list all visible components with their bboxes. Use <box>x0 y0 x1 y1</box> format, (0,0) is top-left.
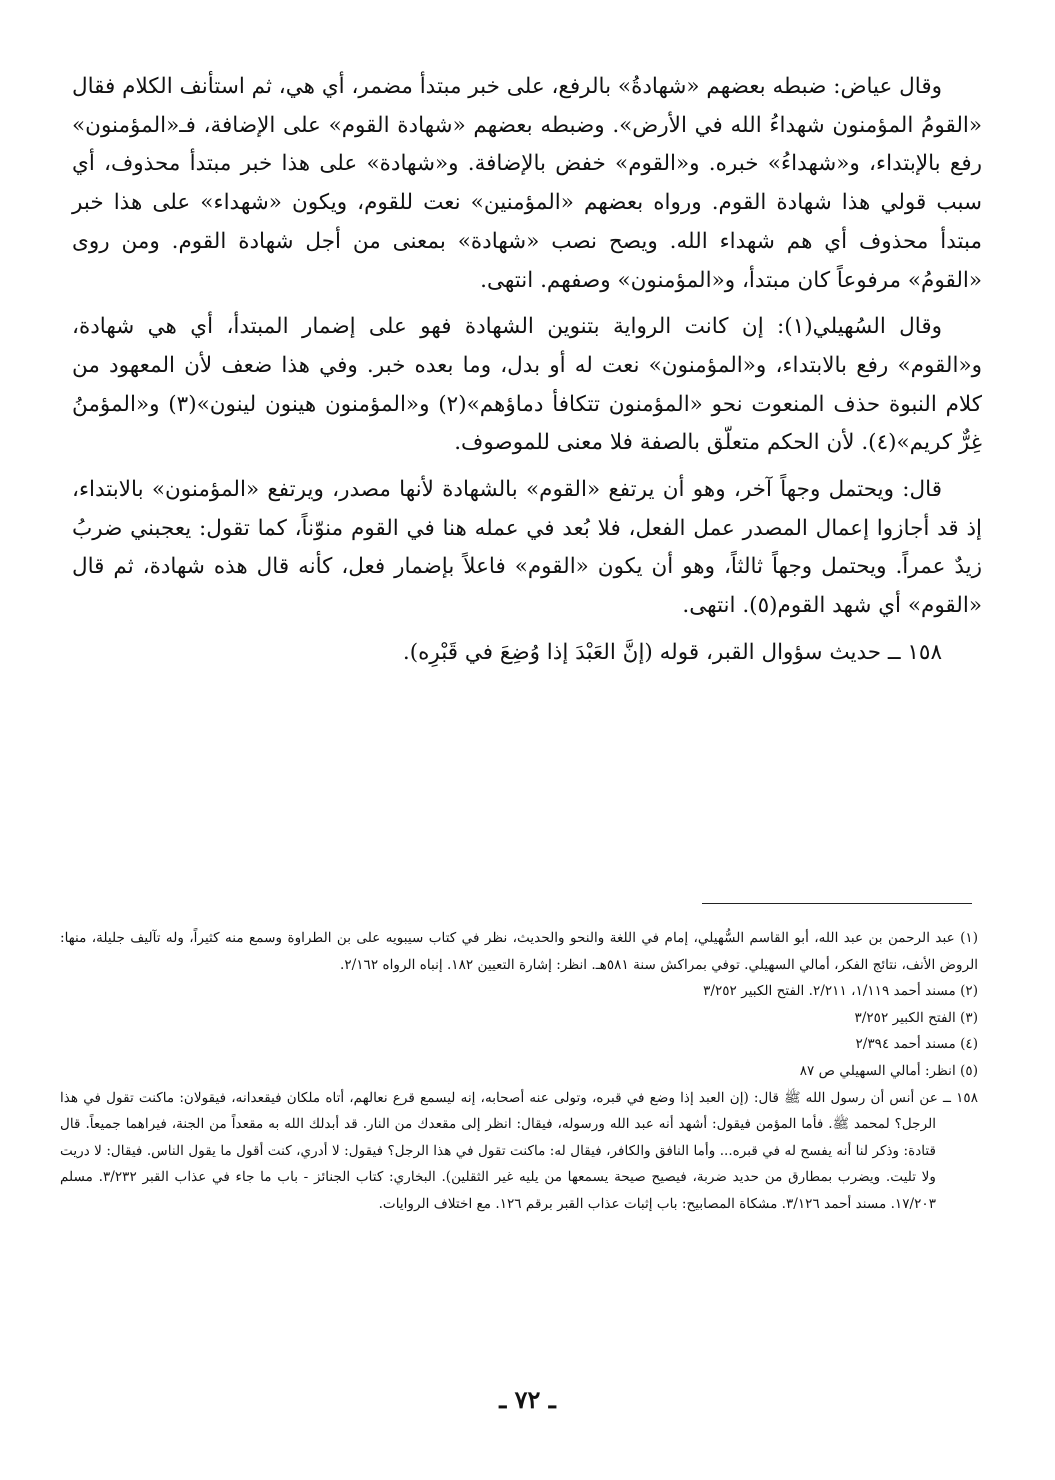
footnote-4: (٤) مسند أحمد ٢/٣٩٤ <box>855 1036 978 1053</box>
main-text <box>72 68 982 681</box>
footnote-divider <box>702 903 972 904</box>
hadith-heading: ١٥٨ ــ حديث سؤوال القبر، قوله (إنَّ العَبْدَ إذا وُضِعَ في قَبْرِه). <box>402 639 942 665</box>
hadith-footnote: ١٥٨ ــ عن أنس أن رسول الله ﷺ قال: (إن العبد إذا وضع في قبره، وتولى عنه أصحابه، إنه ليسمع قرع نعالهم، أتاه ملكان فيقعدانه، فيقولان: ماكنت تقول في هذا الرجل؟ لمحمد ﷺ. فأما المؤمن فيقول: أشهد أنه عبد الله ورسوله، فيقال: انظر إلى مقعدك من النار. قد أبدلك الله به مقعداً من الجنة، فيراهما جميعاً. قال قتادة: وذكر لنا أنه يفسح له في قبره... وأما النافق والكافر، فيقال له: ماكنت تقول في هذا الرجل؟ فيقول: لا أدري، كنت أقول ما يقول الناس. فيقال: لا دريت ولا تليت. ويضرب بمطارق من حديد ضربة، فيصيح صيحة يسمعها من يليه غير الثقلين). البخاري: كتاب الجنائز - باب ما جاء في عذاب القبر ٣/٢٣٢. مسلم ١٧/٢٠٣. مسند أحمد ٣/١٢٦. مشكاة المصابيح: باب إثبات عذاب القبر برقم ١٢٦. مع اختلاف الروايات. <box>60 1089 978 1212</box>
page-number: ـ ٧٢ ـ <box>499 1385 556 1414</box>
footnote-3: (٣) الفتح الكبير ٣/٢٥٢ <box>854 1009 978 1026</box>
footnote-1: (١) عبد الرحمن بن عبد الله، أبو القاسم السُّهيلي، إمام في اللغة والنحو والحديث، نظر في كتاب سيبويه على بن الطراوة وسمع منه كثيراً، وله تآليف جليلة، منها: الروض الأنف، نتائج الفكر، أمالي السهيلي. توفي بمراكش سنة ٥٨١هـ. انظر: إشارة التعيين ١٨٢. إنباه الرواه ٢/١٦٢. <box>60 930 978 973</box>
paragraph-suhayli: وقال السُهيلي(١): إن كانت الرواية بتنوين الشهادة فهو على إضمار المبتدأ، أي هي شهادة، و«القوم» رفع بالابتداء، و«المؤمنون» نعت له أو بدل، وما بعده خبر. وفي هذا ضعف لأن المعهود من كلام النبوة حذف المنعوت نحو «المؤمنون تتكافأ دماؤهم»(٢) و«المؤمنون هينون لينون»(٣) و«المؤمنُ غِرٌّ كريم»(٤). لأن الحكم متعلّق بالصفة فلا معنى للموصوف. <box>72 314 982 456</box>
footnotes <box>60 925 978 1218</box>
footnote-2: (٢) مسند أحمد ١/١١٩، ٢/٢١١. الفتح الكبير ٣/٢٥٢ <box>703 983 978 1000</box>
paragraph-other-aspect: قال: ويحتمل وجهاً آخر، وهو أن يرتفع «القوم» بالشهادة لأنها مصدر، ويرتفع «المؤمنون» بالابتداء، إذ قد أجازوا إعمال المصدر عمل الفعل، فلا بُعد في عمله هنا في القوم منوّناً، كما تقول: يعجبني ضربُ زيدٌ عمراً. ويحتمل وجهاً ثالثاً، وهو أن يكون «القوم» فاعلاً بإضمار فعل، كأنه قال هذه شهادة، ثم قال «القوم» أي شهد القوم(٥). انتهى. <box>72 477 982 619</box>
footnote-5: (٥) انظر: أمالي السهيلي ص ٨٧ <box>799 1062 978 1079</box>
paragraph-iyad: وقال عياض: ضبطه بعضهم «شهادةُ» بالرفع، على خبر مبتدأ مضمر، أي هي، ثم استأنف الكلام فقال «القومُ المؤمنون شهداءُ الله في الأرض». وضبطه بعضهم «شهادة القوم» على الإضافة، فـ«المؤمنون» رفع بالإبتداء، و«شهداءُ» خبره. و«القوم» خفض بالإضافة. و«شهادة» على هذا خبر مبتدأ محذوف، أي سبب قولي هذا شهادة القوم. ورواه بعضهم «المؤمنين» نعت للقوم، ويكون «شهداء» على هذا خبر مبتدأ محذوف أي هم شهداء الله. ويصح نصب «شهادة» بمعنى من أجل شهادة القوم. ومن روى «القومُ» مرفوعاً كان مبتدأ، و«المؤمنون» وصفهم. انتهى. <box>72 74 982 293</box>
